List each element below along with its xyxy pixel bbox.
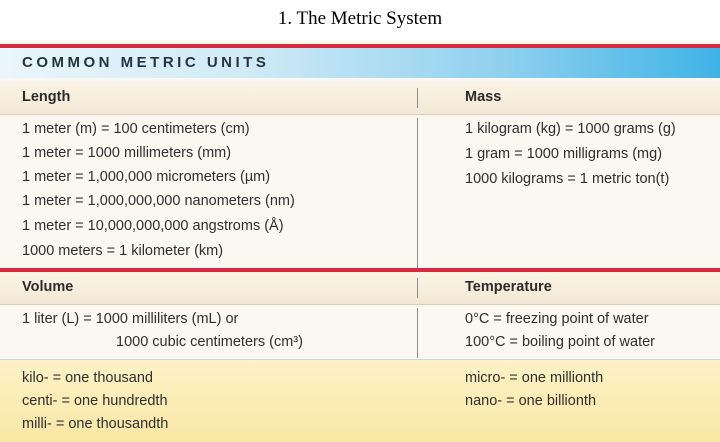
mass-row: 1 gram = 1000 milligrams (mg) — [465, 146, 663, 162]
page-title: 1. The Metric System — [277, 8, 443, 29]
column-divider — [417, 278, 418, 298]
length-row: 1 meter = 10,000,000,000 angstroms (Å) — [22, 218, 284, 234]
prefix-row: kilo- = one thousand — [22, 370, 153, 386]
length-mass-header — [0, 82, 720, 115]
temperature-row: 100°C = boiling point of water — [465, 334, 655, 350]
length-row: 1 meter (m) = 100 centimeters (cm) — [22, 121, 250, 137]
table-header-bar — [0, 48, 720, 78]
column-divider — [417, 308, 418, 358]
prefix-row: centi- = one hundredth — [22, 393, 168, 409]
temperature-heading: Temperature — [465, 279, 552, 295]
mass-row: 1 kilogram (kg) = 1000 grams (g) — [465, 121, 676, 137]
length-row: 1 meter = 1,000,000 micrometers (µm) — [22, 169, 271, 185]
length-row: 1 meter = 1,000,000,000 nanometers (nm) — [22, 193, 295, 209]
prefix-band — [0, 360, 720, 442]
mass-row: 1000 kilograms = 1 metric ton(t) — [465, 171, 670, 187]
column-divider — [417, 118, 418, 268]
volume-row: 1 liter (L) = 1000 milliliters (mL) or — [22, 311, 239, 327]
temperature-row: 0°C = freezing point of water — [465, 311, 649, 327]
mass-heading: Mass — [465, 89, 502, 105]
volume-row: 1000 cubic centimeters (cm³) — [116, 334, 303, 350]
length-row: 1 meter = 1000 millimeters (mm) — [22, 145, 232, 161]
table-header-title: COMMON METRIC UNITS — [22, 54, 270, 71]
prefix-row: nano- = one billionth — [465, 393, 597, 409]
length-heading: Length — [22, 89, 71, 105]
length-row: 1000 meters = 1 kilometer (km) — [22, 243, 224, 259]
prefix-row: micro- = one millionth — [465, 370, 604, 386]
metric-units-table — [0, 40, 720, 442]
column-divider — [417, 88, 418, 108]
volume-temperature-header — [0, 272, 720, 305]
volume-heading: Volume — [22, 279, 74, 295]
prefix-row: milli- = one thousandth — [22, 416, 169, 432]
